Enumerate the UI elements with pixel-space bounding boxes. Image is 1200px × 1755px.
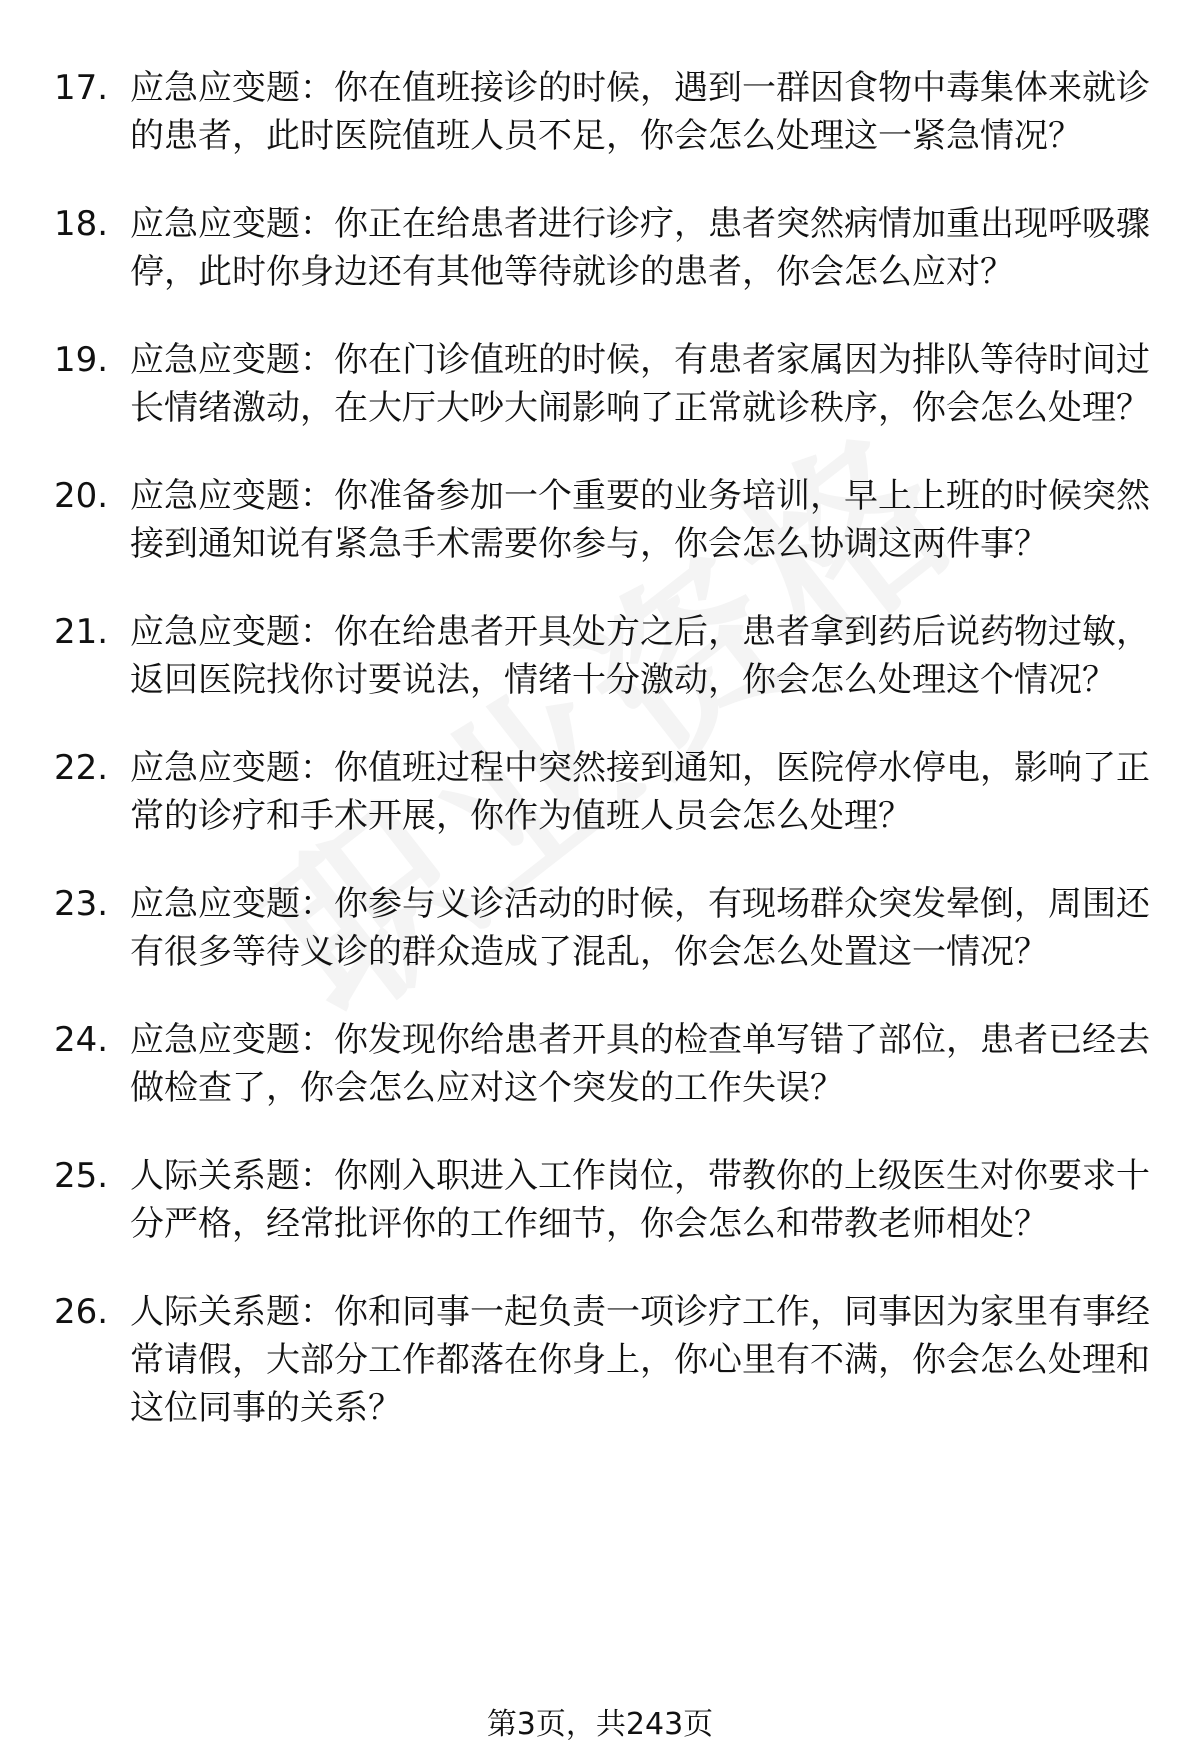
item-text: 应急应变题：你值班过程中突然接到通知，医院停水停电，影响了正常的诊疗和手术开展，你作为值班人员会怎么处理？ bbox=[130, 748, 1150, 836]
list-item bbox=[54, 1288, 1150, 1432]
list-item bbox=[54, 1016, 1150, 1112]
item-number: 24. bbox=[54, 1020, 109, 1060]
item-text: 应急应变题：你在值班接诊的时候，遇到一群因食物中毒集体来就诊的患者，此时医院值班人员不足，你会怎么处理这一紧急情况？ bbox=[130, 68, 1150, 156]
list-item bbox=[54, 200, 1150, 296]
item-number: 18. bbox=[54, 204, 109, 244]
item-text: 应急应变题：你参与义诊活动的时候，有现场群众突发晕倒，周围还有很多等待义诊的群众造成了混乱，你会怎么处置这一情况？ bbox=[130, 884, 1150, 972]
item-text: 应急应变题：你在门诊值班的时候，有患者家属因为排队等待时间过长情绪激动，在大厅大吵大闹影响了正常就诊秩序，你会怎么处理？ bbox=[130, 340, 1150, 428]
item-number: 25. bbox=[54, 1156, 109, 1196]
list-item bbox=[54, 336, 1150, 432]
list-item bbox=[54, 744, 1150, 840]
item-number: 26. bbox=[54, 1292, 109, 1332]
item-number: 23. bbox=[54, 884, 109, 924]
item-number: 20. bbox=[54, 476, 109, 516]
list-item bbox=[54, 608, 1150, 704]
item-text: 应急应变题：你在给患者开具处方之后，患者拿到药后说药物过敏，返回医院找你讨要说法，情绪十分激动，你会怎么处理这个情况？ bbox=[130, 612, 1150, 700]
item-text: 应急应变题：你正在给患者进行诊疗，患者突然病情加重出现呼吸骤停，此时你身边还有其他等待就诊的患者，你会怎么应对？ bbox=[130, 204, 1150, 292]
list-item bbox=[54, 1152, 1150, 1248]
item-text: 人际关系题：你刚入职进入工作岗位，带教你的上级医生对你要求十分严格，经常批评你的工作细节，你会怎么和带教老师相处？ bbox=[130, 1156, 1150, 1244]
item-text: 应急应变题：你准备参加一个重要的业务培训，早上上班的时候突然接到通知说有紧急手术需要你参与，你会怎么协调这两件事？ bbox=[130, 476, 1150, 564]
list-item bbox=[54, 472, 1150, 568]
list-item bbox=[54, 64, 1150, 160]
item-text: 人际关系题：你和同事一起负责一项诊疗工作，同事因为家里有事经常请假，大部分工作都落在你身上，你心里有不满，你会怎么处理和这位同事的关系？ bbox=[130, 1292, 1150, 1428]
item-number: 19. bbox=[54, 340, 109, 380]
item-number: 17. bbox=[54, 68, 109, 108]
item-number: 22. bbox=[54, 748, 109, 788]
question-list bbox=[54, 64, 1150, 1472]
list-item bbox=[54, 880, 1150, 976]
item-number: 21. bbox=[54, 612, 109, 652]
item-text: 应急应变题：你发现你给患者开具的检查单写错了部位，患者已经去做检查了，你会怎么应对这个突发的工作失误？ bbox=[130, 1020, 1150, 1108]
page-footer: 第3页，共243页 bbox=[486, 1707, 714, 1742]
